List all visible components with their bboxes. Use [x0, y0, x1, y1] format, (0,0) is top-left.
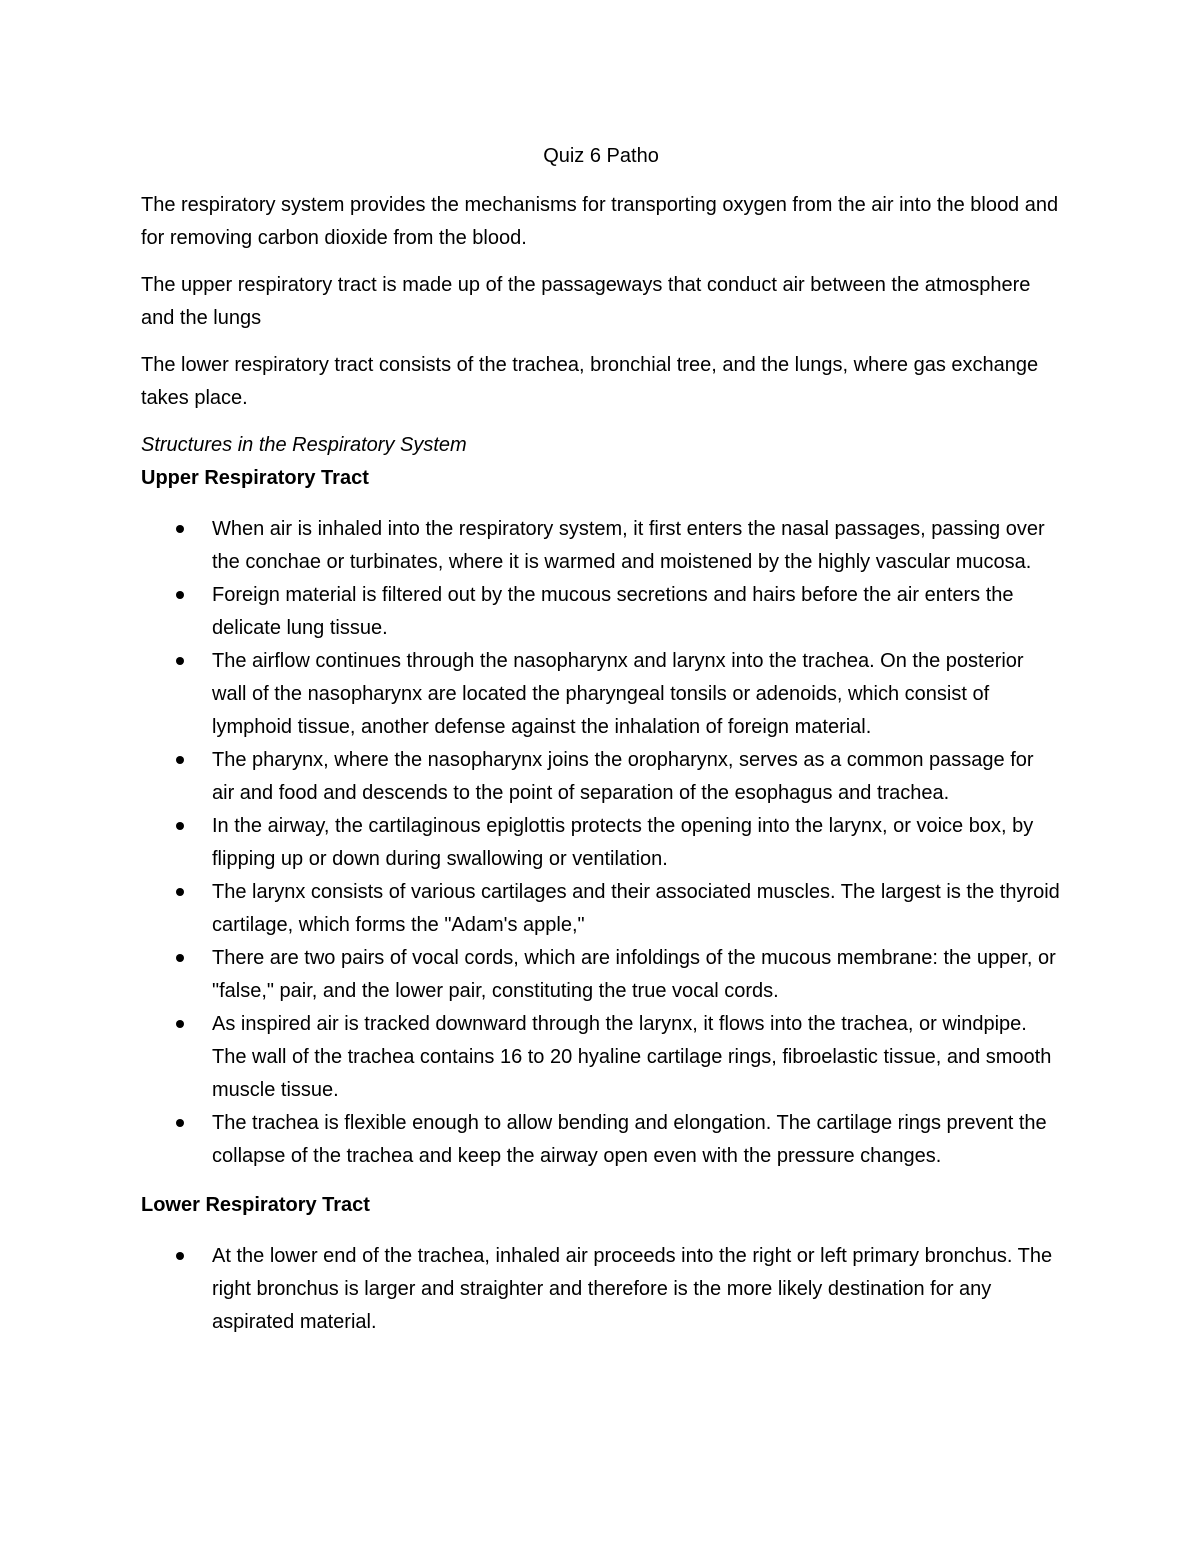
bullet-icon [176, 756, 184, 764]
bullet-icon [176, 591, 184, 599]
list-item [141, 579, 1061, 645]
list-item [141, 513, 1061, 579]
list-item [141, 1240, 1061, 1339]
list-item-text: When air is inhaled into the respiratory system, it first enters the nasal passages, passing over the conchae or turbinates, where it is warmed and moistened by the highly vascular mucosa. [212, 518, 1045, 573]
intro-paragraph-1: The respiratory system provides the mechanisms for transporting oxygen from the air into the blood and for removing carbon dioxide from the blood. [141, 194, 1059, 249]
list-item [141, 1008, 1061, 1107]
document-title: Quiz 6 Patho [543, 145, 659, 167]
bullet-icon [176, 525, 184, 533]
bullet-icon [176, 1020, 184, 1028]
bullet-icon [176, 657, 184, 665]
list-item-text: As inspired air is tracked downward through the larynx, it flows into the trachea, or windpipe. The wall of the trachea contains 16 to 20 hyaline cartilage rings, fibroelastic tissue, and smooth muscle tissue. [212, 1013, 1052, 1101]
upper-tract-list [141, 513, 1061, 1173]
structures-heading: Structures in the Respiratory System [141, 434, 467, 456]
list-item [141, 645, 1061, 744]
list-item [141, 1107, 1061, 1173]
list-item-text: The airflow continues through the nasopharynx and larynx into the trachea. On the posterior wall of the nasopharynx are located the pharyngeal tonsils or adenoids, which consist of lymphoid tissue, another defense against the inhalation of foreign material. [212, 650, 1024, 738]
intro-paragraph-3: The lower respiratory tract consists of the trachea, bronchial tree, and the lungs, where gas exchange takes place. [141, 354, 1039, 409]
list-item-text: In the airway, the cartilaginous epiglottis protects the opening into the larynx, or voice box, by flipping up or down during swallowing or ventilation. [212, 815, 1034, 870]
list-item [141, 876, 1061, 942]
list-item-text: At the lower end of the trachea, inhaled air proceeds into the right or left primary bronchus. The right bronchus is larger and straighter and therefore is the more likely destination for any aspirated material. [212, 1245, 1053, 1333]
intro-paragraph-2: The upper respiratory tract is made up of the passageways that conduct air between the atmosphere and the lungs [141, 274, 1031, 329]
document-page [141, 140, 1061, 1339]
list-item [141, 810, 1061, 876]
list-item [141, 744, 1061, 810]
bullet-icon [176, 1119, 184, 1127]
list-item-text: There are two pairs of vocal cords, which are infoldings of the mucous membrane: the upper, or "false," pair, and the lower pair, constituting the true vocal cords. [212, 947, 1056, 1002]
list-item [141, 942, 1061, 1008]
upper-tract-heading: Upper Respiratory Tract [141, 467, 369, 489]
bullet-icon [176, 1252, 184, 1260]
bullet-icon [176, 888, 184, 896]
list-item-text: Foreign material is filtered out by the mucous secretions and hairs before the air enters the delicate lung tissue. [212, 584, 1014, 639]
lower-tract-heading: Lower Respiratory Tract [141, 1194, 370, 1216]
lower-tract-list [141, 1240, 1061, 1339]
bullet-icon [176, 954, 184, 962]
list-item-text: The pharynx, where the nasopharynx joins the oropharynx, serves as a common passage for air and food and descends to the point of separation of the esophagus and trachea. [212, 749, 1034, 804]
list-item-text: The larynx consists of various cartilages and their associated muscles. The largest is the thyroid cartilage, which forms the "Adam's apple," [212, 881, 1060, 936]
bullet-icon [176, 822, 184, 830]
list-item-text: The trachea is flexible enough to allow bending and elongation. The cartilage rings prevent the collapse of the trachea and keep the airway open even with the pressure changes. [212, 1112, 1047, 1167]
